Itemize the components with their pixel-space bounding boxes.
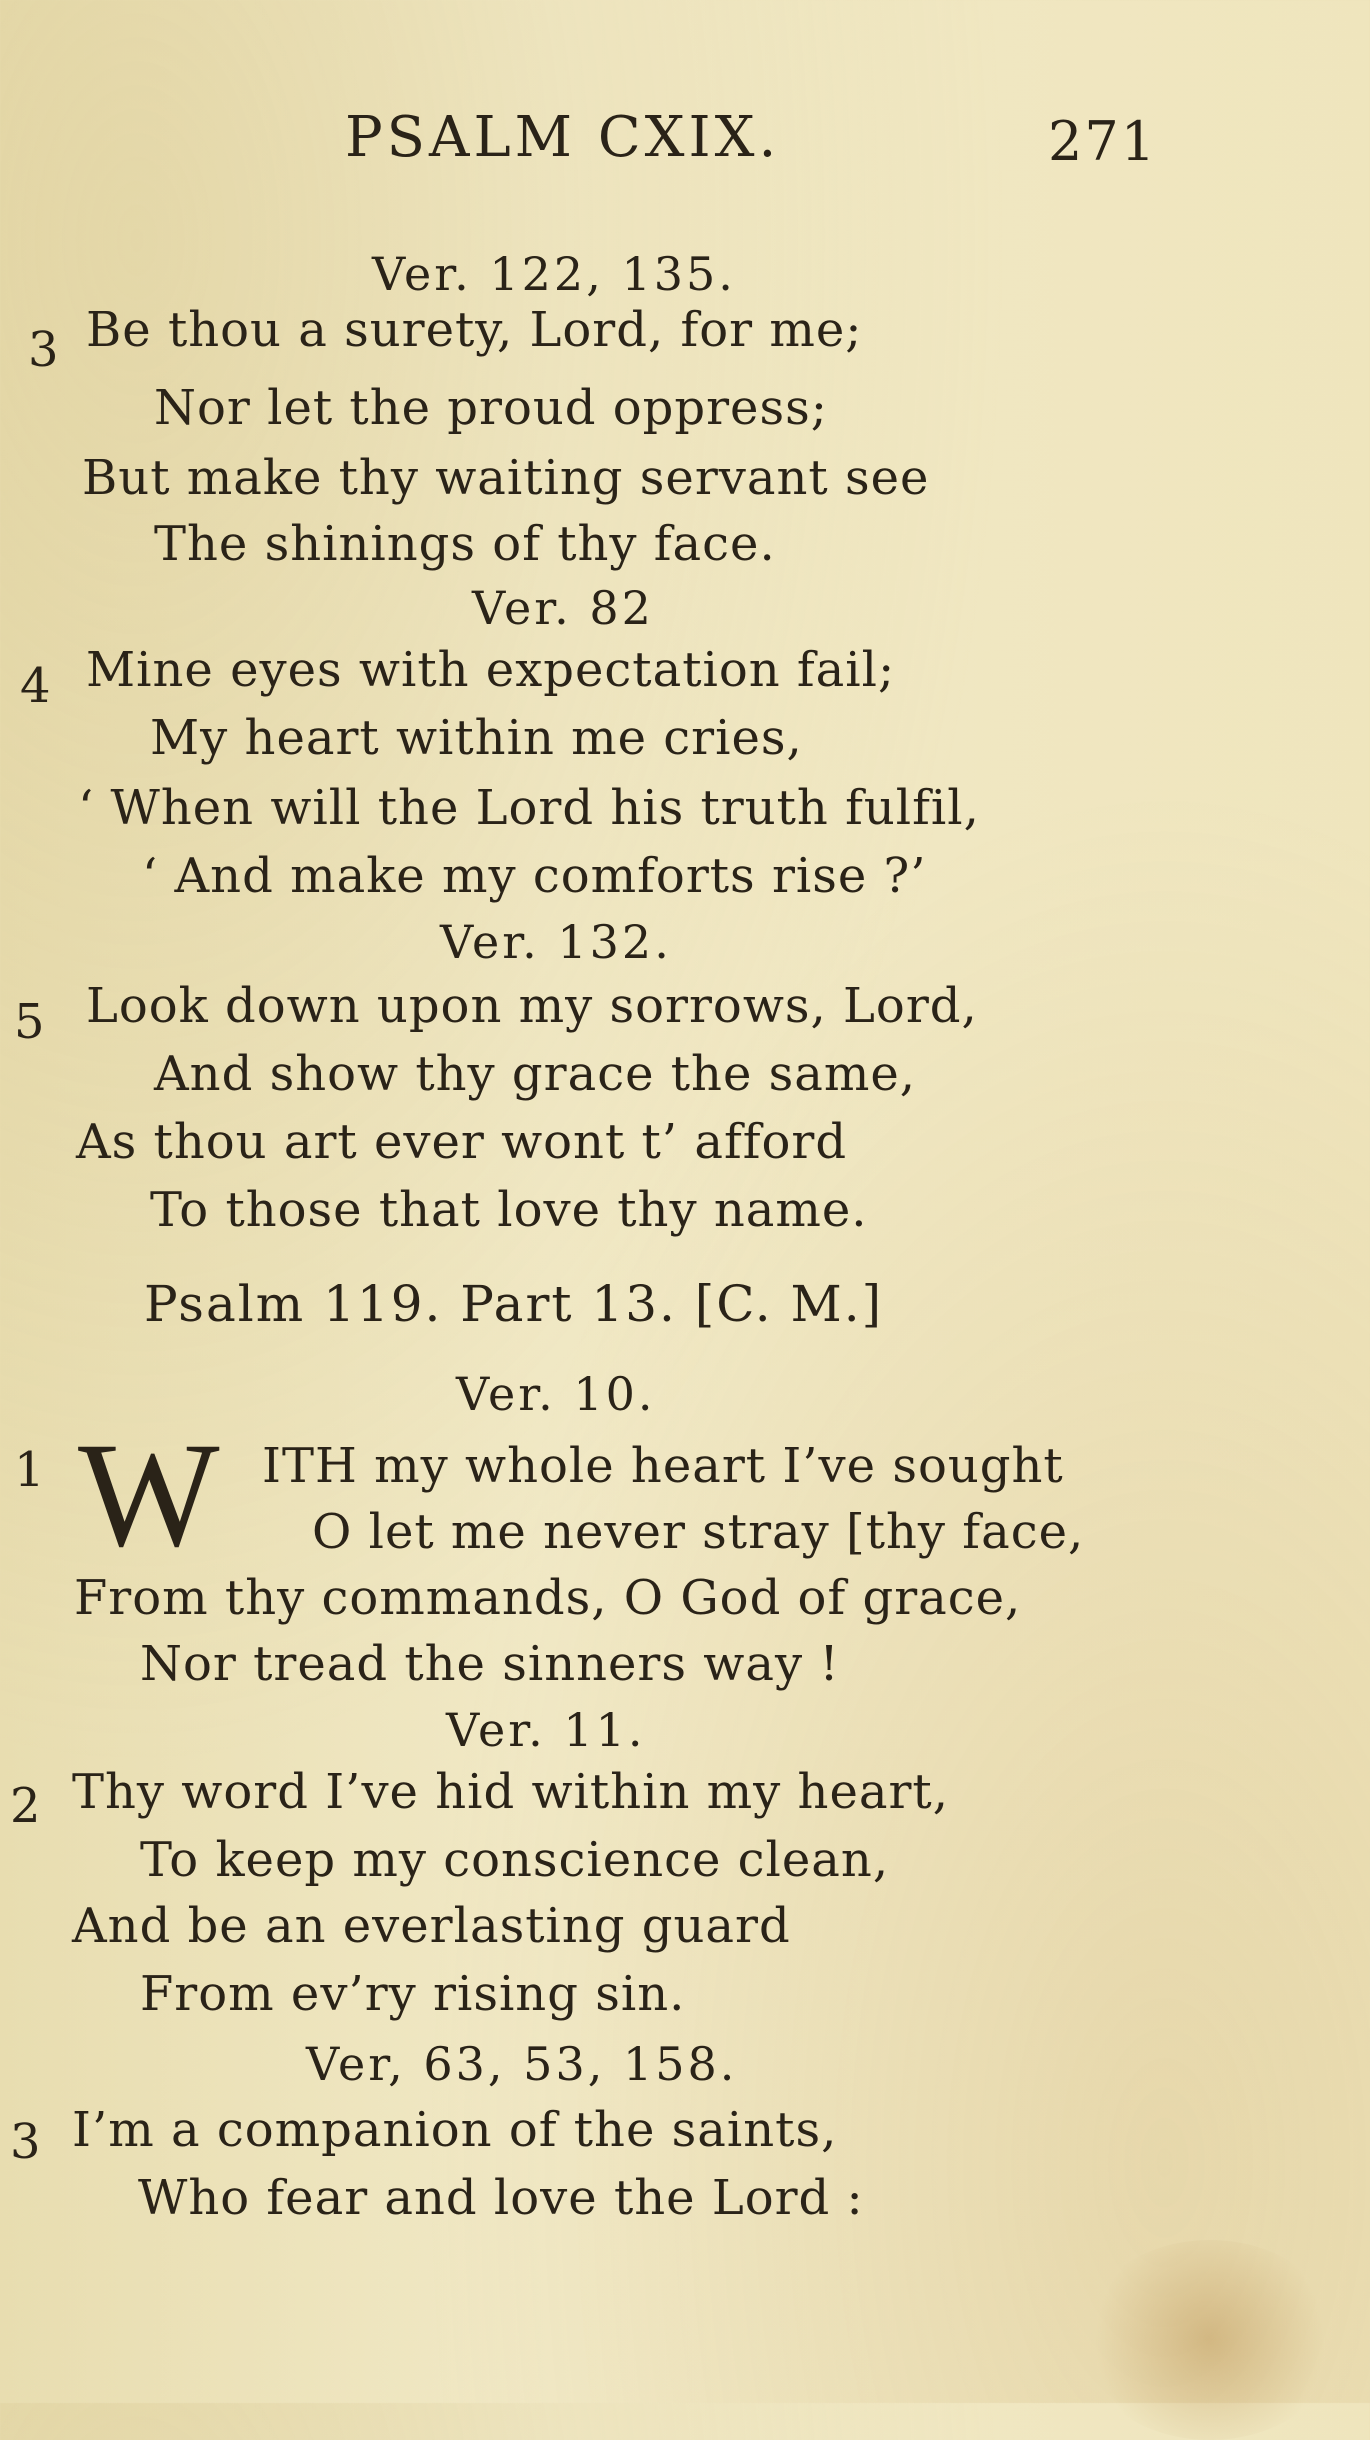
verse-line: Who fear and love the Lord : bbox=[138, 2170, 864, 2226]
verse-line: My heart within me cries, bbox=[150, 710, 803, 766]
stanza-number: 1 bbox=[14, 1442, 45, 1498]
verse-line: But make thy waiting servant see bbox=[82, 450, 930, 506]
stanza-number: 3 bbox=[28, 322, 59, 378]
verse-reference: Ver, 63, 53, 158. bbox=[306, 2037, 738, 2091]
verse-line: From ev’ry rising sin. bbox=[140, 1966, 686, 2022]
verse-line: Look down upon my sorrows, Lord, bbox=[86, 978, 978, 1034]
verse-reference: Ver. 10. bbox=[456, 1367, 656, 1421]
verse-line: Thy word I’ve hid within my heart, bbox=[72, 1764, 949, 1820]
verse-line: The shinings of thy face. bbox=[154, 516, 776, 572]
verse-line: Nor let the proud oppress; bbox=[154, 380, 828, 436]
verse-line: I’m a companion of the saints, bbox=[72, 2102, 838, 2158]
verse-line: From thy commands, O God of grace, bbox=[74, 1570, 1022, 1626]
verse-line: Be thou a surety, Lord, for me; bbox=[86, 302, 863, 358]
part-heading: Psalm 119. Part 13. [C. M.] bbox=[144, 1275, 884, 1333]
stanza-number: 5 bbox=[14, 994, 45, 1050]
verse-line: To keep my conscience clean, bbox=[140, 1832, 890, 1888]
verse-line: O let me never stray [thy face, bbox=[312, 1504, 1085, 1560]
stanza-number: 4 bbox=[20, 658, 51, 714]
verse-line: Nor tread the sinners way ! bbox=[140, 1636, 840, 1692]
drop-cap-letter: W bbox=[78, 1412, 220, 1578]
verse-line: ITH my whole heart I’ve sought bbox=[262, 1438, 1064, 1494]
verse-line: And be an everlasting guard bbox=[72, 1898, 791, 1954]
verse-line: ‘ And make my comforts rise ?’ bbox=[142, 848, 927, 904]
verse-reference: Ver. 82 bbox=[472, 581, 654, 635]
stanza-number: 2 bbox=[10, 1778, 41, 1834]
page-number: 271 bbox=[1048, 110, 1158, 173]
verse-reference: Ver. 122, 135. bbox=[372, 247, 736, 301]
verse-reference: Ver. 132. bbox=[440, 915, 672, 969]
verse-line: To those that love thy name. bbox=[150, 1182, 868, 1238]
verse-line: Mine eyes with expectation fail; bbox=[86, 642, 896, 698]
verse-line: As thou art ever wont t’ afford bbox=[76, 1114, 848, 1170]
verse-reference: Ver. 11. bbox=[446, 1703, 646, 1757]
verse-line: ‘ When will the Lord his truth fulfil, bbox=[78, 780, 980, 836]
running-header-title: PSALM CXIX. bbox=[345, 105, 781, 170]
page-stain bbox=[1080, 2240, 1340, 2440]
verse-line: And show thy grace the same, bbox=[154, 1046, 917, 1102]
stanza-number: 3 bbox=[10, 2114, 41, 2170]
